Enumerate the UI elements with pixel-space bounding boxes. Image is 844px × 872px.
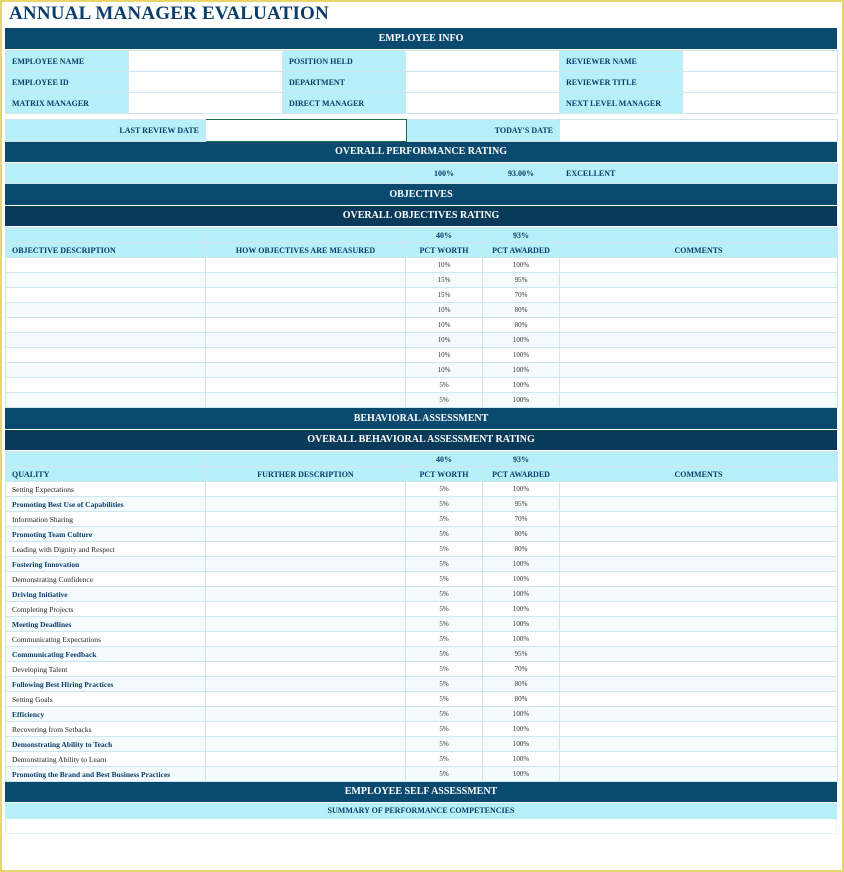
behavioral-comments-cell[interactable] bbox=[560, 482, 838, 497]
objective-row bbox=[6, 393, 838, 408]
quality-cell: Promoting Team Culture bbox=[6, 527, 206, 542]
behavioral-table bbox=[5, 451, 838, 782]
behavioral-awarded-cell[interactable]: 100% bbox=[483, 482, 560, 497]
further-description-cell[interactable] bbox=[206, 617, 406, 632]
further-description-cell[interactable] bbox=[206, 557, 406, 572]
behavioral-worth-total: 40% bbox=[406, 452, 483, 467]
competencies-summary-header: SUMMARY OF PERFORMANCE COMPETENCIES bbox=[5, 803, 837, 819]
reviewer-name-field[interactable] bbox=[683, 51, 838, 72]
objective-comments-cell[interactable] bbox=[560, 363, 838, 378]
reviewer-title-field[interactable] bbox=[683, 72, 838, 93]
reviewer-name-label: REVIEWER NAME bbox=[560, 51, 683, 72]
behavioral-worth-header: PCT WORTH bbox=[406, 467, 483, 482]
objective-description-cell[interactable] bbox=[6, 258, 206, 273]
further-description-cell[interactable] bbox=[206, 692, 406, 707]
overall-rating-table bbox=[5, 163, 838, 184]
objective-row bbox=[6, 258, 838, 273]
behavioral-worth-cell[interactable]: 5% bbox=[406, 707, 483, 722]
behavioral-awarded-cell[interactable]: 100% bbox=[483, 602, 560, 617]
behavioral-row bbox=[6, 677, 838, 692]
behavioral-comments-cell[interactable] bbox=[560, 632, 838, 647]
objective-worth-cell[interactable]: 15% bbox=[406, 273, 483, 288]
further-description-cell[interactable] bbox=[206, 677, 406, 692]
behavioral-row bbox=[6, 767, 838, 782]
behavioral-awarded-header: PCT AWARDED bbox=[483, 467, 560, 482]
behavioral-worth-cell[interactable]: 5% bbox=[406, 662, 483, 677]
further-description-cell[interactable] bbox=[206, 722, 406, 737]
further-description-cell[interactable] bbox=[206, 527, 406, 542]
behavioral-awarded-cell[interactable]: 95% bbox=[483, 647, 560, 662]
objective-comments-cell[interactable] bbox=[560, 378, 838, 393]
overall-rating-header: OVERALL PERFORMANCE RATING bbox=[5, 142, 837, 163]
behavioral-awarded-cell[interactable]: 100% bbox=[483, 767, 560, 782]
behavioral-row bbox=[6, 722, 838, 737]
behavioral-row bbox=[6, 587, 838, 602]
employee-info-header: EMPLOYEE INFO bbox=[5, 28, 837, 50]
behavioral-worth-cell[interactable]: 5% bbox=[406, 692, 483, 707]
objective-measured-cell[interactable] bbox=[206, 303, 406, 318]
next-level-manager-field[interactable] bbox=[683, 93, 838, 114]
objective-measured-cell[interactable] bbox=[206, 348, 406, 363]
behavioral-awarded-cell[interactable]: 70% bbox=[483, 662, 560, 677]
objective-worth-cell[interactable]: 10% bbox=[406, 363, 483, 378]
todays-date-field[interactable] bbox=[560, 120, 838, 142]
quality-cell: Recovering from Setbacks bbox=[6, 722, 206, 737]
behavioral-awarded-cell[interactable]: 80% bbox=[483, 677, 560, 692]
employee-id-field[interactable] bbox=[129, 72, 283, 93]
further-description-cell[interactable] bbox=[206, 512, 406, 527]
quality-cell: Communicating Expectations bbox=[6, 632, 206, 647]
objective-awarded-cell[interactable]: 70% bbox=[483, 288, 560, 303]
department-field[interactable] bbox=[406, 72, 560, 93]
behavioral-row bbox=[6, 482, 838, 497]
objective-comments-cell[interactable] bbox=[560, 258, 838, 273]
objective-description-cell[interactable] bbox=[6, 318, 206, 333]
objective-worth-cell[interactable]: 10% bbox=[406, 318, 483, 333]
behavioral-worth-cell[interactable]: 5% bbox=[406, 647, 483, 662]
overall-rating-spacer bbox=[6, 164, 406, 184]
quality-cell: Demonstrating Ability to Learn bbox=[6, 752, 206, 767]
employee-name-field[interactable] bbox=[129, 51, 283, 72]
behavioral-worth-cell[interactable]: 5% bbox=[406, 632, 483, 647]
behavioral-awarded-cell[interactable]: 80% bbox=[483, 692, 560, 707]
objective-measured-cell[interactable] bbox=[206, 363, 406, 378]
behavioral-comments-cell[interactable] bbox=[560, 692, 838, 707]
objectives-worth-total: 40% bbox=[406, 228, 483, 243]
behavioral-worth-cell[interactable]: 5% bbox=[406, 482, 483, 497]
behavioral-worth-cell[interactable]: 5% bbox=[406, 752, 483, 767]
overall-rating-text: EXCELLENT bbox=[560, 164, 838, 184]
quality-cell: Efficiency bbox=[6, 707, 206, 722]
matrix-manager-field[interactable] bbox=[129, 93, 283, 114]
objectives-total-spacer bbox=[6, 228, 206, 243]
objective-description-cell[interactable] bbox=[6, 378, 206, 393]
position-held-field[interactable] bbox=[406, 51, 560, 72]
behavioral-comments-cell[interactable] bbox=[560, 587, 838, 602]
objectives-total-spacer bbox=[560, 228, 838, 243]
further-description-cell[interactable] bbox=[206, 767, 406, 782]
self-assessment-row[interactable] bbox=[5, 819, 837, 834]
evaluation-sheet bbox=[5, 0, 837, 834]
objective-description-header: OBJECTIVE DESCRIPTION bbox=[6, 243, 206, 258]
behavioral-row bbox=[6, 692, 838, 707]
behavioral-worth-cell[interactable]: 5% bbox=[406, 557, 483, 572]
behavioral-awarded-cell[interactable]: 100% bbox=[483, 752, 560, 767]
behavioral-awarded-cell[interactable]: 100% bbox=[483, 632, 560, 647]
department-label: DEPARTMENT bbox=[283, 72, 406, 93]
behavioral-worth-cell[interactable]: 5% bbox=[406, 542, 483, 557]
behavioral-row bbox=[6, 632, 838, 647]
behavioral-awarded-cell[interactable]: 100% bbox=[483, 587, 560, 602]
objective-row bbox=[6, 348, 838, 363]
quality-cell: Communicating Feedback bbox=[6, 647, 206, 662]
reviewer-title-label: REVIEWER TITLE bbox=[560, 72, 683, 93]
behavioral-row bbox=[6, 707, 838, 722]
objectives-rating-header: OVERALL OBJECTIVES RATING bbox=[5, 206, 837, 227]
behavioral-total-spacer bbox=[6, 452, 206, 467]
objectives-table bbox=[5, 227, 838, 408]
objective-description-cell[interactable] bbox=[6, 363, 206, 378]
objective-worth-cell[interactable]: 15% bbox=[406, 288, 483, 303]
objective-description-cell[interactable] bbox=[6, 333, 206, 348]
quality-cell: Promoting the Brand and Best Business Practices bbox=[6, 767, 206, 782]
further-description-cell[interactable] bbox=[206, 542, 406, 557]
behavioral-worth-cell[interactable]: 5% bbox=[406, 722, 483, 737]
behavioral-awarded-cell[interactable]: 70% bbox=[483, 512, 560, 527]
quality-cell: Driving Initiative bbox=[6, 587, 206, 602]
behavioral-row bbox=[6, 662, 838, 677]
objective-comments-cell[interactable] bbox=[560, 318, 838, 333]
objective-worth-cell[interactable]: 10% bbox=[406, 258, 483, 273]
behavioral-comments-cell[interactable] bbox=[560, 707, 838, 722]
objective-awarded-cell[interactable]: 100% bbox=[483, 258, 560, 273]
further-description-cell[interactable] bbox=[206, 482, 406, 497]
direct-manager-label: DIRECT MANAGER bbox=[283, 93, 406, 114]
behavioral-comments-cell[interactable] bbox=[560, 542, 838, 557]
further-description-cell[interactable] bbox=[206, 632, 406, 647]
behavioral-comments-cell[interactable] bbox=[560, 512, 838, 527]
objective-description-cell[interactable] bbox=[6, 348, 206, 363]
objective-measured-cell[interactable] bbox=[206, 318, 406, 333]
objective-description-cell[interactable] bbox=[6, 303, 206, 318]
behavioral-awarded-cell[interactable]: 100% bbox=[483, 557, 560, 572]
quality-cell: Leading with Dignity and Respect bbox=[6, 542, 206, 557]
behavioral-row bbox=[6, 557, 838, 572]
behavioral-comments-cell[interactable] bbox=[560, 497, 838, 512]
behavioral-worth-cell[interactable]: 5% bbox=[406, 587, 483, 602]
behavioral-row bbox=[6, 572, 838, 587]
objective-worth-header: PCT WORTH bbox=[406, 243, 483, 258]
further-description-cell[interactable] bbox=[206, 662, 406, 677]
matrix-manager-label: MATRIX MANAGER bbox=[6, 93, 129, 114]
quality-cell: Completing Projects bbox=[6, 602, 206, 617]
behavioral-comments-cell[interactable] bbox=[560, 662, 838, 677]
last-review-date-label: LAST REVIEW DATE bbox=[6, 120, 206, 142]
objective-row bbox=[6, 378, 838, 393]
behavioral-worth-cell[interactable]: 5% bbox=[406, 737, 483, 752]
further-description-cell[interactable] bbox=[206, 572, 406, 587]
behavioral-total-spacer bbox=[560, 452, 838, 467]
behavioral-comments-header: COMMENTS bbox=[560, 467, 838, 482]
overall-score: 93.00% bbox=[483, 164, 560, 184]
behavioral-comments-cell[interactable] bbox=[560, 572, 838, 587]
behavioral-comments-cell[interactable] bbox=[560, 677, 838, 692]
behavioral-worth-cell[interactable]: 5% bbox=[406, 527, 483, 542]
objective-comments-cell[interactable] bbox=[560, 303, 838, 318]
behavioral-row bbox=[6, 737, 838, 752]
behavioral-worth-cell[interactable]: 5% bbox=[406, 512, 483, 527]
objective-measured-cell[interactable] bbox=[206, 258, 406, 273]
quality-cell: Setting Expectations bbox=[6, 482, 206, 497]
objective-comments-header: COMMENTS bbox=[560, 243, 838, 258]
employee-name-label: EMPLOYEE NAME bbox=[6, 51, 129, 72]
objective-comments-cell[interactable] bbox=[560, 273, 838, 288]
quality-cell: Setting Goals bbox=[6, 692, 206, 707]
objective-measured-cell[interactable] bbox=[206, 333, 406, 348]
further-description-cell[interactable] bbox=[206, 647, 406, 662]
position-held-label: POSITION HELD bbox=[283, 51, 406, 72]
further-description-cell[interactable] bbox=[206, 737, 406, 752]
quality-cell: Promoting Best Use of Capabilities bbox=[6, 497, 206, 512]
objective-worth-cell[interactable]: 5% bbox=[406, 378, 483, 393]
behavioral-comments-cell[interactable] bbox=[560, 602, 838, 617]
behavioral-worth-cell[interactable]: 5% bbox=[406, 767, 483, 782]
objectives-awarded-total: 93% bbox=[483, 228, 560, 243]
behavioral-comments-cell[interactable] bbox=[560, 752, 838, 767]
quality-cell: Demonstrating Confidence bbox=[6, 572, 206, 587]
employee-id-label: EMPLOYEE ID bbox=[6, 72, 129, 93]
page-title: ANNUAL MANAGER EVALUATION bbox=[9, 3, 329, 24]
objective-awarded-cell[interactable]: 100% bbox=[483, 348, 560, 363]
dates-table bbox=[5, 119, 838, 142]
objective-measured-cell[interactable] bbox=[206, 273, 406, 288]
objective-awarded-cell[interactable]: 100% bbox=[483, 393, 560, 408]
quality-cell: Meeting Deadlines bbox=[6, 617, 206, 632]
behavioral-worth-cell[interactable]: 5% bbox=[406, 497, 483, 512]
behavioral-comments-cell[interactable] bbox=[560, 647, 838, 662]
behavioral-comments-cell[interactable] bbox=[560, 737, 838, 752]
objectives-total-spacer bbox=[206, 228, 406, 243]
objective-row bbox=[6, 318, 838, 333]
quality-cell: Fostering Innovation bbox=[6, 557, 206, 572]
todays-date-label: TODAY'S DATE bbox=[407, 120, 560, 142]
behavioral-comments-cell[interactable] bbox=[560, 527, 838, 542]
objective-row bbox=[6, 303, 838, 318]
behavioral-awarded-cell[interactable]: 80% bbox=[483, 542, 560, 557]
behavioral-awarded-cell[interactable]: 80% bbox=[483, 527, 560, 542]
behavioral-row bbox=[6, 617, 838, 632]
behavioral-comments-cell[interactable] bbox=[560, 767, 838, 782]
objective-row bbox=[6, 288, 838, 303]
objective-awarded-cell[interactable]: 95% bbox=[483, 273, 560, 288]
objective-awarded-cell[interactable]: 100% bbox=[483, 363, 560, 378]
objective-awarded-cell[interactable]: 100% bbox=[483, 378, 560, 393]
behavioral-awarded-total: 93% bbox=[483, 452, 560, 467]
behavioral-awarded-cell[interactable]: 100% bbox=[483, 722, 560, 737]
behavioral-worth-cell[interactable]: 5% bbox=[406, 602, 483, 617]
quality-cell: Developing Talent bbox=[6, 662, 206, 677]
behavioral-row bbox=[6, 542, 838, 557]
objective-row bbox=[6, 273, 838, 288]
objective-worth-cell[interactable]: 5% bbox=[406, 393, 483, 408]
behavioral-worth-cell[interactable]: 5% bbox=[406, 617, 483, 632]
behavioral-row bbox=[6, 527, 838, 542]
quality-header: QUALITY bbox=[6, 467, 206, 482]
objective-awarded-cell[interactable]: 80% bbox=[483, 303, 560, 318]
objective-comments-cell[interactable] bbox=[560, 393, 838, 408]
further-description-header: FURTHER DESCRIPTION bbox=[206, 467, 406, 482]
behavioral-comments-cell[interactable] bbox=[560, 722, 838, 737]
behavioral-awarded-cell[interactable]: 100% bbox=[483, 737, 560, 752]
behavioral-row bbox=[6, 497, 838, 512]
behavioral-awarded-cell[interactable]: 100% bbox=[483, 572, 560, 587]
objective-description-cell[interactable] bbox=[6, 288, 206, 303]
further-description-cell[interactable] bbox=[206, 752, 406, 767]
overall-pct: 100% bbox=[406, 164, 483, 184]
self-assessment-header: EMPLOYEE SELF ASSESSMENT bbox=[5, 782, 837, 803]
objective-worth-cell[interactable]: 10% bbox=[406, 348, 483, 363]
behavioral-comments-cell[interactable] bbox=[560, 557, 838, 572]
objective-row bbox=[6, 363, 838, 378]
employee-info-table bbox=[5, 50, 838, 114]
direct-manager-field[interactable] bbox=[406, 93, 560, 114]
objectives-header: OBJECTIVES bbox=[5, 184, 837, 206]
quality-cell: Following Best Hiring Practices bbox=[6, 677, 206, 692]
objective-row bbox=[6, 333, 838, 348]
further-description-cell[interactable] bbox=[206, 707, 406, 722]
behavioral-awarded-cell[interactable]: 100% bbox=[483, 707, 560, 722]
last-review-date-field[interactable] bbox=[206, 120, 407, 142]
objective-measured-cell[interactable] bbox=[206, 288, 406, 303]
objective-comments-cell[interactable] bbox=[560, 348, 838, 363]
objective-description-cell[interactable] bbox=[6, 273, 206, 288]
objective-measured-header: HOW OBJECTIVES ARE MEASURED bbox=[206, 243, 406, 258]
objective-comments-cell[interactable] bbox=[560, 333, 838, 348]
objective-awarded-cell[interactable]: 80% bbox=[483, 318, 560, 333]
objective-worth-cell[interactable]: 10% bbox=[406, 333, 483, 348]
behavioral-worth-cell[interactable]: 5% bbox=[406, 677, 483, 692]
behavioral-total-spacer bbox=[206, 452, 406, 467]
behavioral-rating-header: OVERALL BEHAVIORAL ASSESSMENT RATING bbox=[5, 430, 837, 451]
further-description-cell[interactable] bbox=[206, 497, 406, 512]
behavioral-header: BEHAVIORAL ASSESSMENT bbox=[5, 408, 837, 430]
quality-cell: Demonstrating Ability to Teach bbox=[6, 737, 206, 752]
behavioral-row bbox=[6, 752, 838, 767]
objective-awarded-header: PCT AWARDED bbox=[483, 243, 560, 258]
next-level-manager-label: NEXT LEVEL MANAGER bbox=[560, 93, 683, 114]
behavioral-row bbox=[6, 512, 838, 527]
objective-awarded-cell[interactable]: 100% bbox=[483, 333, 560, 348]
behavioral-awarded-cell[interactable]: 100% bbox=[483, 617, 560, 632]
behavioral-row bbox=[6, 647, 838, 662]
quality-cell: Information Sharing bbox=[6, 512, 206, 527]
behavioral-worth-cell[interactable]: 5% bbox=[406, 572, 483, 587]
further-description-cell[interactable] bbox=[206, 602, 406, 617]
objective-measured-cell[interactable] bbox=[206, 393, 406, 408]
objective-measured-cell[interactable] bbox=[206, 378, 406, 393]
objective-worth-cell[interactable]: 10% bbox=[406, 303, 483, 318]
objective-description-cell[interactable] bbox=[6, 393, 206, 408]
further-description-cell[interactable] bbox=[206, 587, 406, 602]
behavioral-row bbox=[6, 602, 838, 617]
behavioral-awarded-cell[interactable]: 95% bbox=[483, 497, 560, 512]
objective-comments-cell[interactable] bbox=[560, 288, 838, 303]
behavioral-comments-cell[interactable] bbox=[560, 617, 838, 632]
